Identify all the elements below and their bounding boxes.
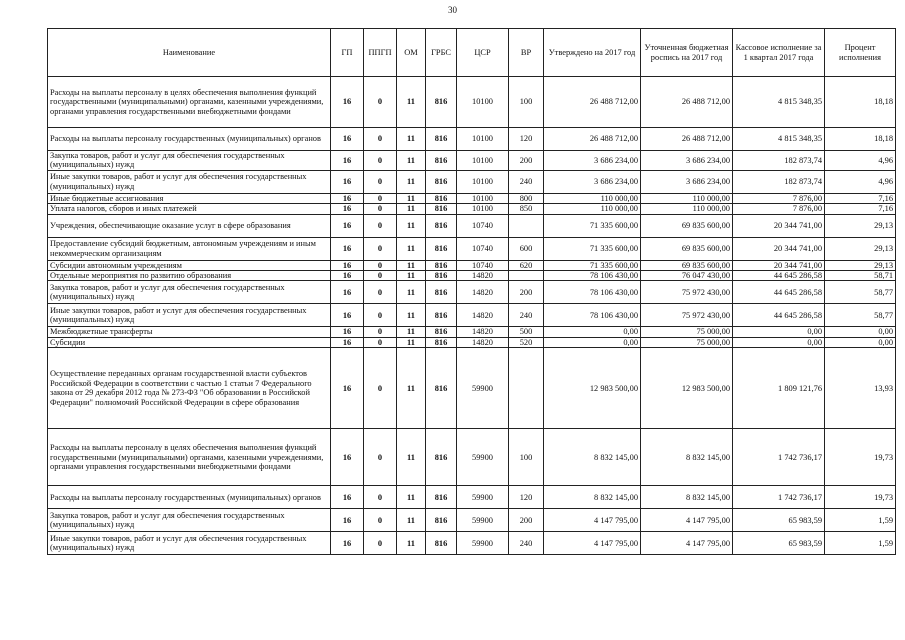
- cell-approved: 78 106 430,00: [544, 271, 641, 281]
- cell-ppgp: 0: [364, 214, 397, 237]
- header-approved: Утверждено на 2017 год: [544, 29, 641, 77]
- cell-name: Осуществление переданных органам государственной власти субъектов Российской Федерации в соответствии с частью 1 статьи 7 Федерального закона от 29 декабря 2012 года № 273-ФЗ "Об образовании в Российской Федерации" полномочий Российской Федерации в сфере образования: [48, 348, 331, 429]
- cell-gp: 16: [331, 237, 364, 260]
- cell-refined: 75 000,00: [641, 327, 733, 337]
- cell-refined: 8 832 145,00: [641, 486, 733, 509]
- cell-vr: [509, 271, 544, 281]
- cell-percent: 0,00: [825, 327, 896, 337]
- cell-vr: [509, 348, 544, 429]
- cell-om: 11: [397, 214, 426, 237]
- cell-name: Расходы на выплаты персоналу в целях обеспечения выполнения функций государственными (муниципальными) органами, казенными учреждениями, органами управления государственными внебюджетными фондами: [48, 429, 331, 486]
- cell-approved: 3 686 234,00: [544, 151, 641, 171]
- cell-vr: 120: [509, 128, 544, 151]
- cell-gp: 16: [331, 304, 364, 327]
- cell-approved: 78 106 430,00: [544, 304, 641, 327]
- cell-name: Иные бюджетные ассигнования: [48, 193, 331, 203]
- cell-om: 11: [397, 77, 426, 128]
- cell-cash: 1 742 736,17: [733, 486, 825, 509]
- cell-om: 11: [397, 337, 426, 347]
- cell-approved: 8 832 145,00: [544, 486, 641, 509]
- cell-grbs: 816: [426, 204, 457, 214]
- cell-vr: 200: [509, 281, 544, 304]
- cell-cash: 65 983,59: [733, 509, 825, 532]
- cell-om: 11: [397, 509, 426, 532]
- cell-approved: 4 147 795,00: [544, 532, 641, 555]
- cell-om: 11: [397, 281, 426, 304]
- table-row: [48, 237, 896, 260]
- cell-csr: 14820: [457, 281, 509, 304]
- cell-ppgp: 0: [364, 429, 397, 486]
- cell-percent: 13,93: [825, 348, 896, 429]
- cell-cash: 4 815 348,35: [733, 128, 825, 151]
- cell-gp: 16: [331, 214, 364, 237]
- cell-csr: 59900: [457, 348, 509, 429]
- cell-cash: 0,00: [733, 327, 825, 337]
- table-row: [48, 214, 896, 237]
- cell-approved: 4 147 795,00: [544, 509, 641, 532]
- cell-cash: 20 344 741,00: [733, 214, 825, 237]
- cell-refined: 3 686 234,00: [641, 151, 733, 171]
- cell-gp: 16: [331, 260, 364, 270]
- cell-approved: 71 335 600,00: [544, 237, 641, 260]
- cell-refined: 4 147 795,00: [641, 532, 733, 555]
- cell-refined: 75 972 430,00: [641, 304, 733, 327]
- cell-grbs: 816: [426, 170, 457, 193]
- cell-name: Субсидии автономным учреждениям: [48, 260, 331, 270]
- cell-approved: 26 488 712,00: [544, 128, 641, 151]
- header-refined: Уточненная бюджетная роспись на 2017 год: [641, 29, 733, 77]
- cell-om: 11: [397, 193, 426, 203]
- cell-vr: 520: [509, 337, 544, 347]
- cell-refined: 110 000,00: [641, 204, 733, 214]
- cell-om: 11: [397, 237, 426, 260]
- cell-percent: 29,13: [825, 214, 896, 237]
- cell-refined: 8 832 145,00: [641, 429, 733, 486]
- cell-ppgp: 0: [364, 532, 397, 555]
- cell-cash: 44 645 286,58: [733, 281, 825, 304]
- cell-refined: 3 686 234,00: [641, 170, 733, 193]
- cell-ppgp: 0: [364, 281, 397, 304]
- cell-ppgp: 0: [364, 348, 397, 429]
- table-row: [48, 348, 896, 429]
- table-row: [48, 281, 896, 304]
- cell-om: 11: [397, 128, 426, 151]
- cell-ppgp: 0: [364, 77, 397, 128]
- cell-om: 11: [397, 204, 426, 214]
- cell-gp: 16: [331, 170, 364, 193]
- cell-percent: 19,73: [825, 486, 896, 509]
- cell-percent: 29,13: [825, 237, 896, 260]
- cell-grbs: 816: [426, 193, 457, 203]
- cell-csr: 10100: [457, 128, 509, 151]
- cell-grbs: 816: [426, 260, 457, 270]
- cell-name: Закупка товаров, работ и услуг для обеспечения государственных (муниципальных) нужд: [48, 509, 331, 532]
- table-row: [48, 304, 896, 327]
- cell-name: Иные закупки товаров, работ и услуг для обеспечения государственных (муниципальных) нужд: [48, 170, 331, 193]
- header-cash: Кассовое исполнение за 1 квартал 2017 года: [733, 29, 825, 77]
- cell-gp: 16: [331, 509, 364, 532]
- cell-vr: [509, 214, 544, 237]
- cell-om: 11: [397, 304, 426, 327]
- cell-vr: 800: [509, 193, 544, 203]
- cell-gp: 16: [331, 348, 364, 429]
- cell-om: 11: [397, 348, 426, 429]
- cell-om: 11: [397, 170, 426, 193]
- cell-gp: 16: [331, 128, 364, 151]
- cell-name: Расходы на выплаты персоналу государственных (муниципальных) органов: [48, 128, 331, 151]
- cell-gp: 16: [331, 429, 364, 486]
- header-vr: ВР: [509, 29, 544, 77]
- cell-gp: 16: [331, 77, 364, 128]
- cell-grbs: 816: [426, 77, 457, 128]
- cell-refined: 69 835 600,00: [641, 260, 733, 270]
- cell-grbs: 816: [426, 128, 457, 151]
- cell-vr: 240: [509, 532, 544, 555]
- table-row: [48, 327, 896, 337]
- cell-csr: 14820: [457, 337, 509, 347]
- table-row: [48, 193, 896, 203]
- table-row: [48, 204, 896, 214]
- cell-name: Расходы на выплаты персоналу в целях обеспечения выполнения функций государственными (муниципальными) органами, казенными учреждениями, органами управления государственными внебюджетными фондами: [48, 77, 331, 128]
- cell-cash: 1 742 736,17: [733, 429, 825, 486]
- table-row: [48, 77, 896, 128]
- cell-approved: 3 686 234,00: [544, 170, 641, 193]
- cell-vr: 240: [509, 170, 544, 193]
- cell-cash: 7 876,00: [733, 204, 825, 214]
- cell-approved: 110 000,00: [544, 204, 641, 214]
- cell-csr: 10740: [457, 260, 509, 270]
- cell-csr: 10100: [457, 77, 509, 128]
- table-body: [48, 77, 896, 555]
- cell-vr: 850: [509, 204, 544, 214]
- cell-om: 11: [397, 532, 426, 555]
- cell-percent: 58,77: [825, 304, 896, 327]
- cell-vr: 200: [509, 151, 544, 171]
- cell-name: Закупка товаров, работ и услуг для обеспечения государственных (муниципальных) нужд: [48, 281, 331, 304]
- cell-vr: 620: [509, 260, 544, 270]
- cell-approved: 26 488 712,00: [544, 77, 641, 128]
- cell-refined: 76 047 430,00: [641, 271, 733, 281]
- cell-cash: 20 344 741,00: [733, 237, 825, 260]
- cell-gp: 16: [331, 204, 364, 214]
- cell-name: Субсидии: [48, 337, 331, 347]
- cell-approved: 12 983 500,00: [544, 348, 641, 429]
- cell-cash: 65 983,59: [733, 532, 825, 555]
- cell-ppgp: 0: [364, 204, 397, 214]
- cell-ppgp: 0: [364, 193, 397, 203]
- cell-percent: 7,16: [825, 193, 896, 203]
- cell-approved: 71 335 600,00: [544, 260, 641, 270]
- cell-csr: 10100: [457, 151, 509, 171]
- cell-vr: 100: [509, 429, 544, 486]
- cell-vr: 500: [509, 327, 544, 337]
- cell-ppgp: 0: [364, 304, 397, 327]
- cell-name: Иные закупки товаров, работ и услуг для обеспечения государственных (муниципальных) нужд: [48, 304, 331, 327]
- cell-csr: 14820: [457, 304, 509, 327]
- cell-vr: 600: [509, 237, 544, 260]
- budget-table: [47, 28, 896, 555]
- table-row: [48, 337, 896, 347]
- cell-gp: 16: [331, 193, 364, 203]
- cell-ppgp: 0: [364, 327, 397, 337]
- cell-approved: 110 000,00: [544, 193, 641, 203]
- cell-percent: 7,16: [825, 204, 896, 214]
- cell-percent: 18,18: [825, 77, 896, 128]
- cell-om: 11: [397, 271, 426, 281]
- cell-csr: 10100: [457, 193, 509, 203]
- cell-ppgp: 0: [364, 170, 397, 193]
- cell-grbs: 816: [426, 214, 457, 237]
- cell-gp: 16: [331, 151, 364, 171]
- cell-grbs: 816: [426, 151, 457, 171]
- cell-approved: 78 106 430,00: [544, 281, 641, 304]
- cell-grbs: 816: [426, 337, 457, 347]
- cell-ppgp: 0: [364, 237, 397, 260]
- cell-ppgp: 0: [364, 509, 397, 532]
- cell-name: Учреждения, обеспечивающие оказание услуг в сфере образования: [48, 214, 331, 237]
- page-number: 30: [448, 5, 457, 15]
- cell-grbs: 816: [426, 509, 457, 532]
- cell-approved: 8 832 145,00: [544, 429, 641, 486]
- cell-refined: 12 983 500,00: [641, 348, 733, 429]
- cell-percent: 58,71: [825, 271, 896, 281]
- cell-refined: 26 488 712,00: [641, 128, 733, 151]
- cell-percent: 1,59: [825, 509, 896, 532]
- cell-gp: 16: [331, 532, 364, 555]
- cell-csr: 10740: [457, 214, 509, 237]
- cell-ppgp: 0: [364, 271, 397, 281]
- cell-ppgp: 0: [364, 128, 397, 151]
- cell-csr: 10740: [457, 237, 509, 260]
- cell-refined: 4 147 795,00: [641, 509, 733, 532]
- cell-om: 11: [397, 486, 426, 509]
- header-ppgp: ППГП: [364, 29, 397, 77]
- cell-csr: 10100: [457, 204, 509, 214]
- cell-cash: 7 876,00: [733, 193, 825, 203]
- cell-grbs: 816: [426, 281, 457, 304]
- cell-grbs: 816: [426, 304, 457, 327]
- cell-approved: 71 335 600,00: [544, 214, 641, 237]
- table-row: [48, 151, 896, 171]
- cell-approved: 0,00: [544, 337, 641, 347]
- cell-csr: 59900: [457, 429, 509, 486]
- table-row: [48, 128, 896, 151]
- cell-grbs: 816: [426, 532, 457, 555]
- cell-approved: 0,00: [544, 327, 641, 337]
- header-percent: Процент исполнения: [825, 29, 896, 77]
- cell-cash: 44 645 286,58: [733, 271, 825, 281]
- cell-csr: 14820: [457, 271, 509, 281]
- cell-name: Межбюджетные трансферты: [48, 327, 331, 337]
- cell-name: Расходы на выплаты персоналу государственных (муниципальных) органов: [48, 486, 331, 509]
- cell-name: Отдельные мероприятия по развитию образования: [48, 271, 331, 281]
- cell-grbs: 816: [426, 486, 457, 509]
- cell-refined: 110 000,00: [641, 193, 733, 203]
- cell-refined: 69 835 600,00: [641, 237, 733, 260]
- cell-om: 11: [397, 327, 426, 337]
- header-gp: ГП: [331, 29, 364, 77]
- cell-grbs: 816: [426, 237, 457, 260]
- cell-gp: 16: [331, 327, 364, 337]
- cell-csr: 59900: [457, 509, 509, 532]
- cell-om: 11: [397, 260, 426, 270]
- cell-grbs: 816: [426, 327, 457, 337]
- cell-cash: 20 344 741,00: [733, 260, 825, 270]
- cell-ppgp: 0: [364, 151, 397, 171]
- cell-cash: 182 873,74: [733, 151, 825, 171]
- cell-csr: 10100: [457, 170, 509, 193]
- cell-percent: 19,73: [825, 429, 896, 486]
- cell-om: 11: [397, 151, 426, 171]
- cell-grbs: 816: [426, 429, 457, 486]
- cell-om: 11: [397, 429, 426, 486]
- cell-cash: 0,00: [733, 337, 825, 347]
- cell-cash: 1 809 121,76: [733, 348, 825, 429]
- cell-ppgp: 0: [364, 337, 397, 347]
- cell-csr: 59900: [457, 532, 509, 555]
- cell-vr: 120: [509, 486, 544, 509]
- cell-percent: 4,96: [825, 170, 896, 193]
- cell-cash: 44 645 286,58: [733, 304, 825, 327]
- cell-name: Иные закупки товаров, работ и услуг для обеспечения государственных (муниципальных) нужд: [48, 532, 331, 555]
- table-row: [48, 486, 896, 509]
- table-row: [48, 429, 896, 486]
- cell-gp: 16: [331, 271, 364, 281]
- table-row: [48, 170, 896, 193]
- cell-refined: 26 488 712,00: [641, 77, 733, 128]
- cell-percent: 0,00: [825, 337, 896, 347]
- cell-gp: 16: [331, 281, 364, 304]
- cell-grbs: 816: [426, 271, 457, 281]
- cell-grbs: 816: [426, 348, 457, 429]
- header-grbs: ГРБС: [426, 29, 457, 77]
- table-row: [48, 532, 896, 555]
- cell-name: Предоставление субсидий бюджетным, автономным учреждениям и иным некоммерческим организациям: [48, 237, 331, 260]
- cell-vr: 200: [509, 509, 544, 532]
- cell-gp: 16: [331, 337, 364, 347]
- cell-percent: 1,59: [825, 532, 896, 555]
- cell-percent: 58,77: [825, 281, 896, 304]
- cell-gp: 16: [331, 486, 364, 509]
- cell-csr: 59900: [457, 486, 509, 509]
- cell-ppgp: 0: [364, 260, 397, 270]
- cell-percent: 29,13: [825, 260, 896, 270]
- table-row: [48, 260, 896, 270]
- table-row: [48, 509, 896, 532]
- cell-percent: 18,18: [825, 128, 896, 151]
- cell-vr: 240: [509, 304, 544, 327]
- cell-ppgp: 0: [364, 486, 397, 509]
- cell-name: Уплата налогов, сборов и иных платежей: [48, 204, 331, 214]
- table-row: [48, 271, 896, 281]
- cell-csr: 14820: [457, 327, 509, 337]
- header-name: Наименование: [48, 29, 331, 77]
- cell-refined: 69 835 600,00: [641, 214, 733, 237]
- cell-refined: 75 972 430,00: [641, 281, 733, 304]
- table-header: [48, 29, 896, 77]
- cell-refined: 75 000,00: [641, 337, 733, 347]
- cell-cash: 4 815 348,35: [733, 77, 825, 128]
- cell-cash: 182 873,74: [733, 170, 825, 193]
- cell-name: Закупка товаров, работ и услуг для обеспечения государственных (муниципальных) нужд: [48, 151, 331, 171]
- header-csr: ЦСР: [457, 29, 509, 77]
- cell-vr: 100: [509, 77, 544, 128]
- header-om: ОМ: [397, 29, 426, 77]
- cell-percent: 4,96: [825, 151, 896, 171]
